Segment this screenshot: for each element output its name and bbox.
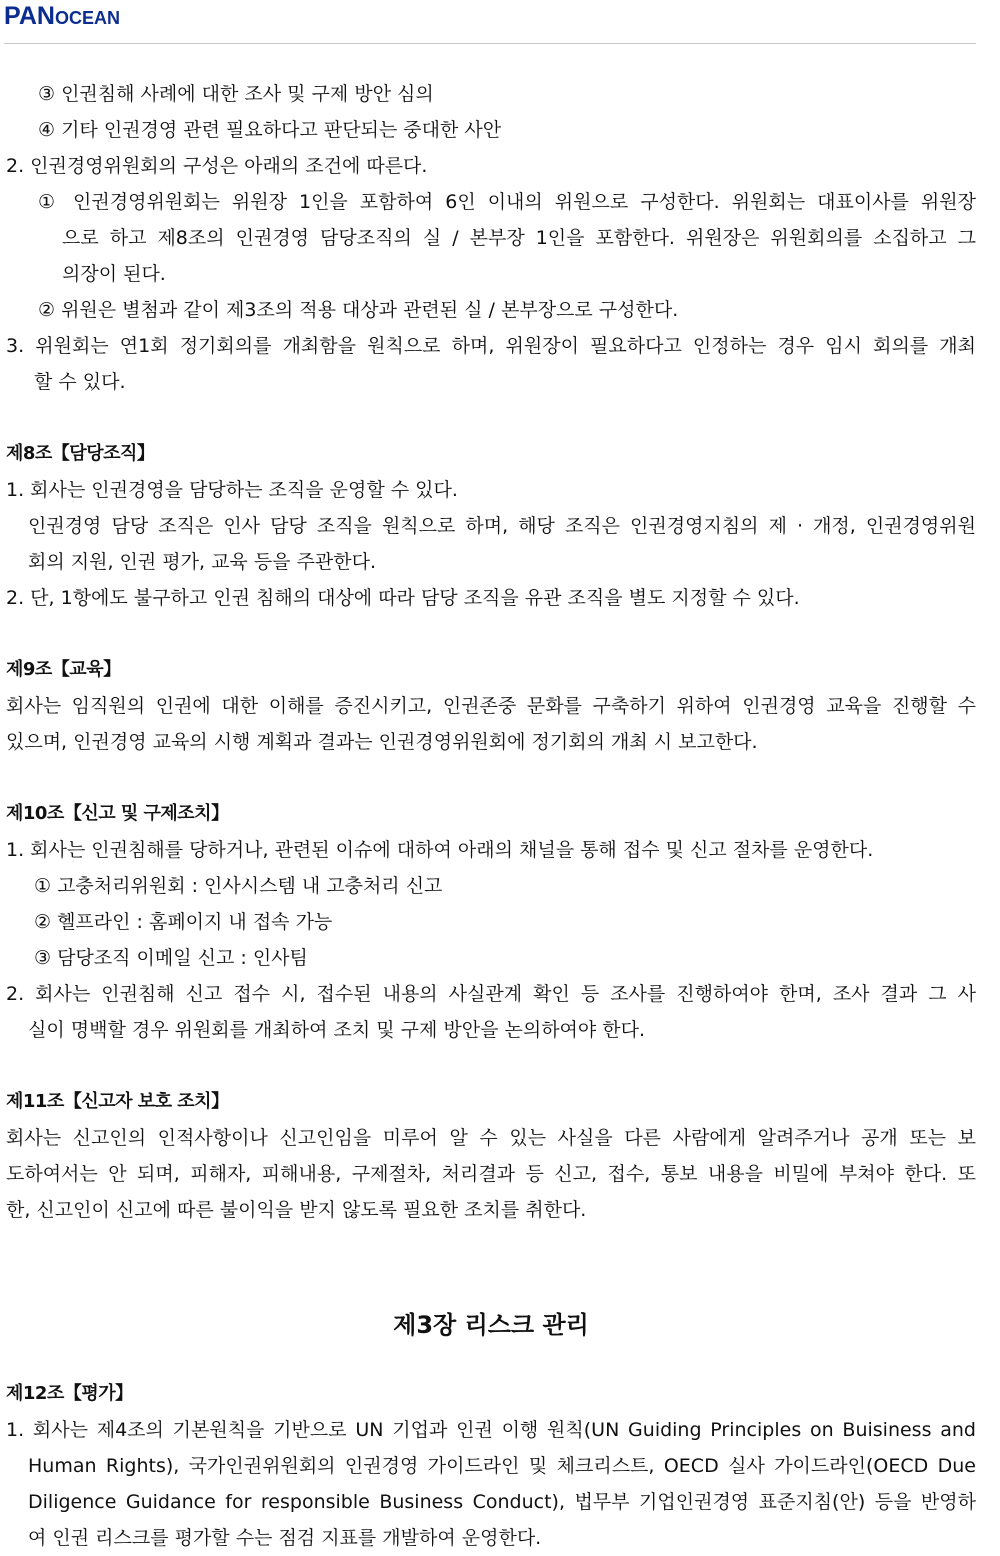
logo-pan: PAN bbox=[4, 2, 55, 30]
document-body bbox=[6, 76, 976, 1556]
text-line: 회사는 임직원의 인권에 대한 이해를 증진시키고, 인권존중 문화를 구축하기 위하여 인권경영 교육을 진행할 수 bbox=[6, 695, 976, 717]
text-line: ② 헬프라인 : 홈페이지 내 접속 가능 bbox=[34, 911, 333, 933]
text-line: 2. 단, 1항에도 불구하고 인권 침해의 대상에 따라 담당 조직을 유관 조직을 별도 지정할 수 있다. bbox=[6, 587, 800, 609]
text-line: 회의 지원, 인권 평가, 교육 등을 주관한다. bbox=[28, 551, 377, 573]
text-line: ① 인권경영위원회는 위원장 1인을 포함하여 6인 이내의 위원으로 구성한다. 위원회는 대표이사를 위원장 bbox=[38, 191, 976, 213]
text-line: 2. 인권경영위원회의 구성은 아래의 조건에 따른다. bbox=[6, 155, 428, 177]
text-line: 있으며, 인권경영 교육의 시행 계획과 결과는 인권경영위원회에 정기회의 개최 시 보고한다. bbox=[6, 731, 758, 753]
text-line: ① 고충처리위원회 : 인사시스템 내 고충처리 신고 bbox=[34, 875, 443, 897]
text-line: ③ 인권침해 사례에 대한 조사 및 구제 방안 심의 bbox=[38, 83, 434, 105]
text-line: 회사는 신고인의 인적사항이나 신고인임을 미루어 알 수 있는 사실을 다른 사람에게 알려주거나 공개 또는 보 bbox=[6, 1127, 976, 1149]
paragraph-gap bbox=[6, 1264, 976, 1300]
article-heading: 제8조【담당조직】 bbox=[6, 443, 155, 464]
text-line: 1. 회사는 인권경영을 담당하는 조직을 운영할 수 있다. bbox=[6, 479, 458, 501]
text-line: 의장이 된다. bbox=[62, 263, 166, 285]
text-line: 3. 위원회는 연1회 정기회의를 개최함을 원칙으로 하며, 위원장이 필요하다고 인정하는 경우 임시 회의를 개최 bbox=[6, 335, 976, 357]
text-line: 한, 신고인이 신고에 따른 불이익을 받지 않도록 필요한 조치를 취한다. bbox=[6, 1199, 587, 1221]
text-line: 2. 회사는 인권침해 신고 접수 시, 접수된 내용의 사실관계 확인 등 조사를 진행하여야 한며, 조사 결과 그 사 bbox=[6, 983, 976, 1005]
paragraph-gap bbox=[6, 760, 976, 796]
paragraph-gap bbox=[6, 1048, 976, 1084]
chapter-title: 제3장 리스크 관리 bbox=[393, 1311, 589, 1339]
text-line: 실이 명백할 경우 위원회를 개최하여 조치 및 구제 방안을 논의하여야 한다. bbox=[28, 1019, 646, 1041]
paragraph-gap bbox=[6, 616, 976, 652]
page-header bbox=[4, 0, 976, 44]
article-heading: 제10조【신고 및 구제조치】 bbox=[6, 803, 229, 824]
paragraph-gap bbox=[6, 400, 976, 436]
text-line: 1. 회사는 인권침해를 당하거나, 관련된 이슈에 대하여 아래의 채널을 통해 접수 및 신고 절차를 운영한다. bbox=[6, 839, 874, 861]
text-line: 여 인권 리스크를 평가할 수는 점검 지표를 개발하여 운영한다. bbox=[28, 1527, 542, 1549]
logo-ocean: OCEAN bbox=[54, 8, 120, 28]
company-logo bbox=[4, 2, 120, 31]
text-line: 할 수 있다. bbox=[34, 371, 126, 393]
article-heading: 제9조【교육】 bbox=[6, 659, 121, 680]
text-line: ③ 담당조직 이메일 신고 : 인사팀 bbox=[34, 947, 308, 969]
text-line: ② 위원은 별첨과 같이 제3조의 적용 대상과 관련된 실 / 본부장으로 구성한다. bbox=[38, 299, 679, 321]
text-line: ④ 기타 인권경영 관련 필요하다고 판단되는 중대한 사안 bbox=[38, 119, 502, 141]
text-line: 1. 회사는 제4조의 기본원칙을 기반으로 UN 기업과 인권 이행 원칙(UN Guiding Principles on Buisiness and bbox=[6, 1419, 976, 1441]
paragraph-gap bbox=[6, 1350, 976, 1376]
text-line: Human Rights), 국가인권위원회의 인권경영 가이드라인 및 체크리스트, OECD 실사 가이드라인(OECD Due bbox=[28, 1455, 976, 1477]
text-line: 으로 하고 제8조의 인권경영 담당조직의 실 / 본부장 1인을 포함한다. 위원장은 위원회의를 소집하고 그 bbox=[62, 227, 976, 249]
text-line: 도하여서는 안 되며, 피해자, 피해내용, 구제절차, 처리결과 등 신고, 접수, 통보 내용을 비밀에 부쳐야 한다. 또 bbox=[6, 1163, 976, 1185]
article-heading: 제12조【평가】 bbox=[6, 1383, 133, 1404]
text-line: 인권경영 담당 조직은 인사 담당 조직을 원칙으로 하며, 해당 조직은 인권경영지침의 제 · 개정, 인권경영위원 bbox=[28, 515, 976, 537]
text-line: Diligence Guidance for responsible Business Conduct), 법무부 기업인권경영 표준지침(안) 등을 반영하 bbox=[28, 1491, 976, 1513]
paragraph-gap bbox=[6, 1228, 976, 1264]
article-heading: 제11조【신고자 보호 조치】 bbox=[6, 1091, 229, 1112]
